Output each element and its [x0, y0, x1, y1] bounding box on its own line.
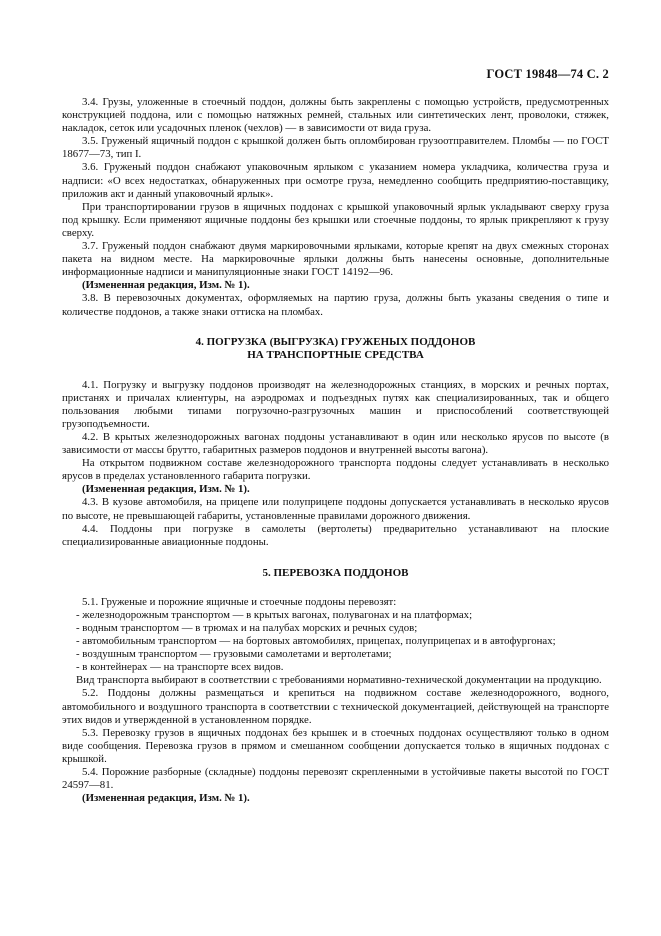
clause-4-4: 4.4. Поддоны при погрузке в самолеты (вертолеты) предварительно устанавливают на плоские специализированные авиационные поддоны.: [62, 522, 609, 548]
clause-5-4: 5.4. Порожние разборные (складные) поддоны перевозят скрепленными в устойчивые пакеты высотой по ГОСТ 24597—81.: [62, 766, 609, 792]
list-item: - автомобильным транспортом — на бортовых автомобилях, прицепах, полуприцепах и в автофургонах;: [76, 635, 556, 648]
clause-3-7: 3.7. Груженый поддон снабжают двумя маркировочными ярлыками, которые крепят на двух смежных сторонах пакета на видном месте. На маркировочные ярлыки должны быть нанесены основные, дополнительные информационные надписи и манипуляционные знаки ГОСТ 14192—96.: [62, 240, 609, 279]
page-header: ГОСТ 19848—74 С. 2: [486, 67, 609, 81]
clause-4-3: 4.3. В кузове автомобиля, на прицепе или полуприцепе поддоны допускается устанавливать в несколько ярусов по высоте, не превышающей габариты, установленные правилами дорожного движения.: [62, 496, 609, 522]
amendment-note: (Измененная редакция, Изм. № 1).: [82, 483, 250, 496]
section-4-title-line2: НА ТРАНСПОРТНЫЕ СРЕДСТВА: [247, 348, 424, 361]
clause-5-1: 5.1. Груженые и порожние ящичные и стоечные поддоны перевозят:: [82, 595, 397, 608]
page-content: [62, 96, 609, 805]
clause-5-3: 5.3. Перевозку грузов в ящичных поддонах без крышек и в стоечных поддонах осуществляют только в одном виде сообщения. Перевозка грузов в прямом и смешанном сообщении допускается только в ящичных поддонах с крышкой.: [62, 726, 609, 765]
amendment-note: (Измененная редакция, Изм. № 1).: [82, 279, 250, 292]
clause-5-1-continued: Вид транспорта выбирают в соответствии с требованиями нормативно-технической документации на продукцию.: [76, 674, 602, 687]
clause-4-2-continued: На открытом подвижном составе железнодорожного транспорта поддоны следует устанавливать в несколько ярусов в пределах установленного габарита погрузки.: [62, 457, 609, 483]
list-item: - в контейнерах — на транспорте всех видов.: [76, 661, 284, 674]
clause-4-1: 4.1. Погрузку и выгрузку поддонов производят на железнодорожных станциях, в морских и речных портах, пристанях и причалах клиентуры, на аэродромах и подъездных путях как специализированных, так и общего пользования любыми типами погрузочно-разгрузочных машин и приспособлений соответствующей грузоподъемности.: [62, 378, 609, 430]
list-item: - воздушным транспортом — грузовыми самолетами и вертолетами;: [76, 648, 392, 661]
clause-3-5: 3.5. Груженый ящичный поддон с крышкой должен быть опломбирован грузоотправителем. Пломбы — по ГОСТ 18677—73, тип I.: [62, 135, 609, 161]
list-item: - железнодорожным транспортом — в крытых вагонах, полувагонах и на платформах;: [76, 608, 473, 621]
clause-3-8: 3.8. В перевозочных документах, оформляемых на партию груза, должны быть указаны сведения о типе и количестве поддонов, а также знаки оттиска на пломбах.: [62, 292, 609, 318]
section-4-heading: [62, 336, 609, 362]
amendment-note: (Измененная редакция, Изм. № 1).: [82, 792, 250, 805]
clause-3-6: 3.6. Груженый поддон снабжают упаковочным ярлыком с указанием номера укладчика, количества груза и надписи: «О всех недостатках, обнаруженных при осмотре груза, немедленно сообщить предприятию-поставщику, приложив акт и данный упаковочный ярлык».: [62, 161, 609, 200]
section-4-title-line1: 4. ПОГРУЗКА (ВЫГРУЗКА) ГРУЖЕНЫХ ПОДДОНОВ: [195, 335, 476, 348]
clause-4-2: 4.2. В крытых железнодорожных вагонах поддоны устанавливают в один или несколько ярусов по высоте (в зависимости от массы брутто, габаритных размеров поддонов и внутренней высоты вагона).: [62, 430, 609, 457]
section-5-heading: [62, 567, 609, 580]
clause-3-6-continued: При транспортировании грузов в ящичных поддонах с крышкой упаковочный ярлык укладывают сверху груза под крышку. Если применяют ящичные поддоны без крышки или стоечные поддоны, то ярлык прикрепляют к грузу сверху.: [62, 200, 609, 239]
clause-3-4: 3.4. Грузы, уложенные в стоечный поддон, должны быть закреплены с помощью устройств, предусмотренных конструкцией поддона, или с помощью натяжных ремней, стальных или синтетических лент, проволоки, стяжек, накладок, сеток или усадочных пленок (чехлов) — в зависимости от вида груза.: [62, 96, 609, 135]
clause-5-2: 5.2. Поддоны должны размещаться и крепиться на подвижном составе железнодорожного, водного, автомобильного и воздушного транспорта в соответствии с технической документацией, действующей на транспорте этих видов и утвержденной в установленном порядке.: [62, 687, 609, 726]
list-item: - водным транспортом — в трюмах и на палубах морских и речных судов;: [76, 622, 418, 634]
section-5-title: 5. ПЕРЕВОЗКА ПОДДОНОВ: [262, 566, 409, 579]
